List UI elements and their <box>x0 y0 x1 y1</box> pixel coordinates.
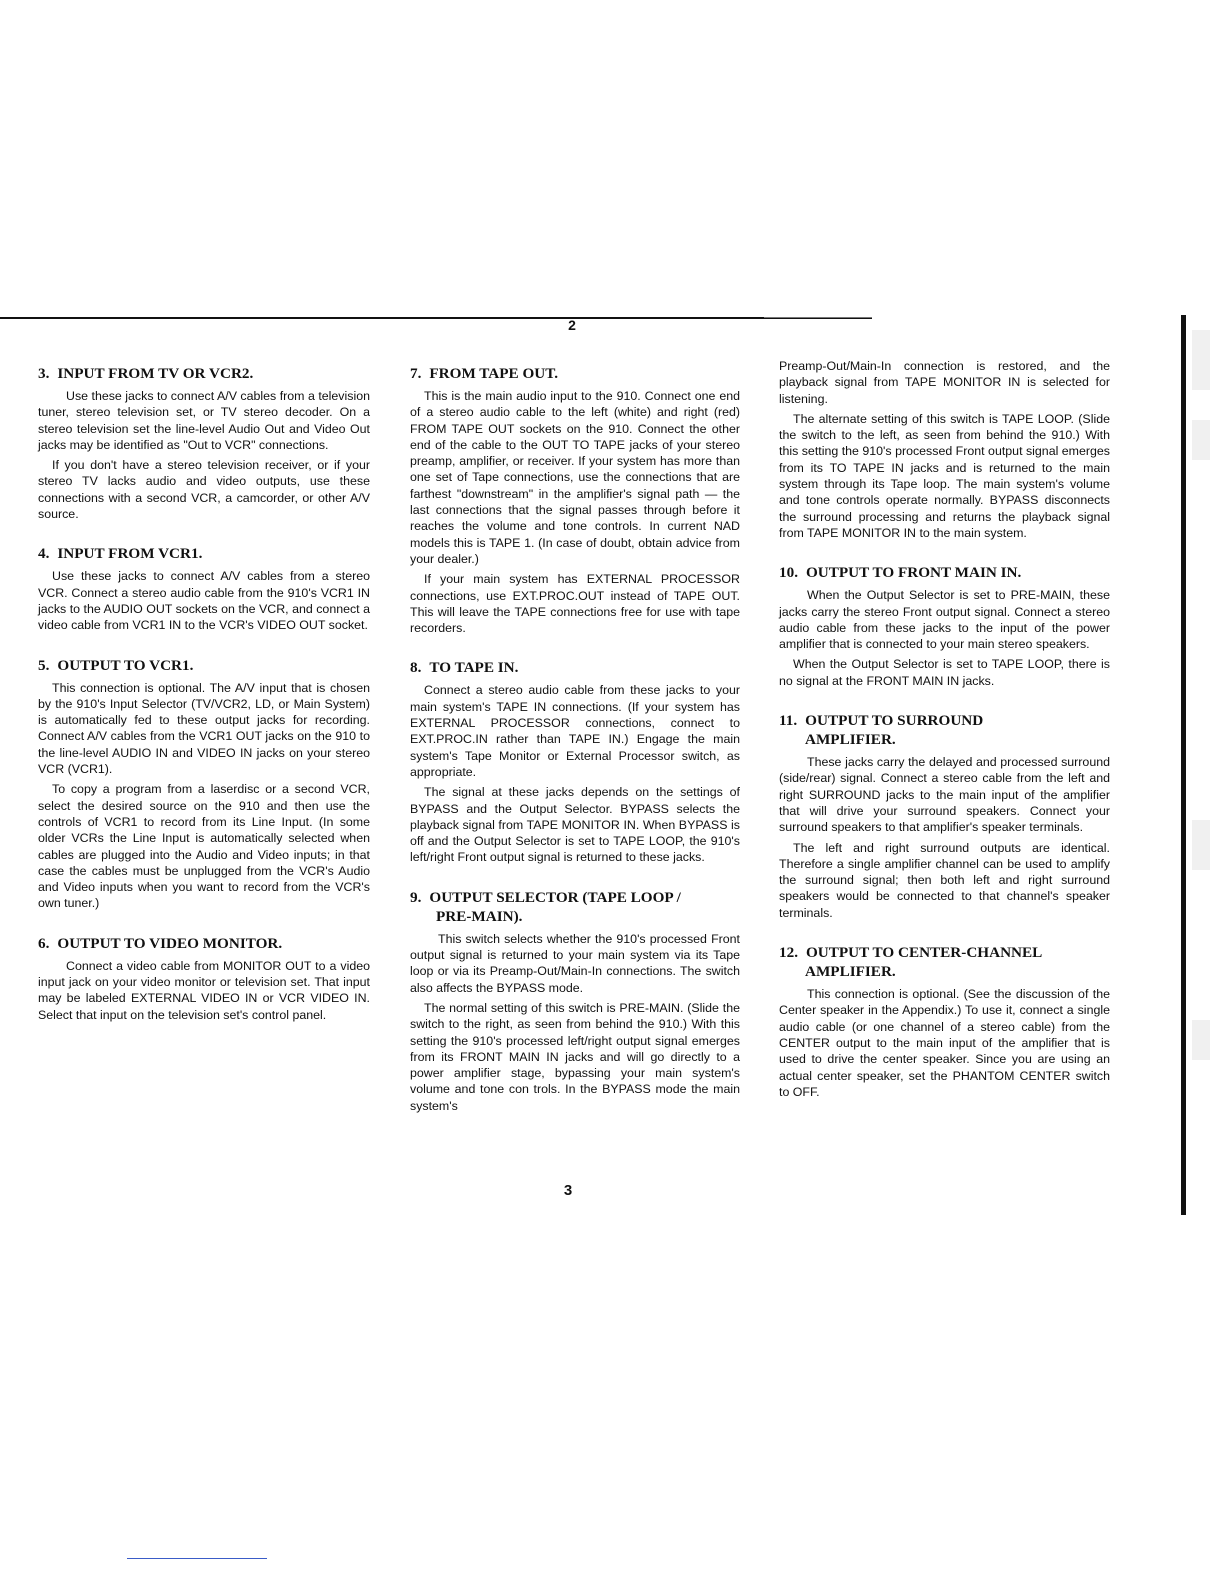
top-rule <box>0 317 872 319</box>
paragraph: The left and right surround outputs are identical. Therefore a single amplifier channel can be used to amplify the surround signal; then both left and right surround speakers would be connected to that channel's speaker terminals. <box>779 840 1110 920</box>
paragraph: This switch selects whether the 910's processed Front output signal is returned to your main system via its Tape loop or via its Preamp-Out/Main-In connections. The switch also affects the BYPASS mode. <box>410 931 740 995</box>
section-heading: 9. OUTPUT SELECTOR (TAPE LOOP / PRE-MAIN). <box>410 888 681 925</box>
paragraph: To copy a program from a laserdisc or a second VCR, select the desired source on the 910 and then use the controls of VCR1 to record from its Line Input. (In some older VCRs the Line Input is automatically selected when cables are plugged into the Audio and Video inputs; in that case the cables must be unplugged from the VCR's Audio and Video inputs when you want to record from the VCR's own tuner.) <box>38 782 370 911</box>
section-10 <box>779 563 1110 689</box>
paragraph: This connection is optional. (See the discussion of the Center speaker in the Appendix.) To use it, connect a single audio cable (or one channel of a stereo cable) from the CENTER output to the main input of the amplifier that is used to drive the center speaker. Since you are using an actual center speaker, set the PHANTOM CENTER switch to OFF. <box>779 987 1110 1099</box>
section-11 <box>779 711 1110 921</box>
section-8 <box>410 658 740 865</box>
top-rule-tail <box>764 317 872 318</box>
section-heading: 10. OUTPUT TO FRONT MAIN IN. <box>779 564 1022 582</box>
section-6 <box>38 934 370 1023</box>
paragraph: If your main system has EXTERNAL PROCESSOR connections, use EXT.PROC.OUT instead of TAPE OUT. This will leave the TAPE connections free for use with tape recorders. <box>410 572 740 636</box>
paragraph: The signal at these jacks depends on the settings of BYPASS and the Output Selector. BYPASS selects the playback signal from TAPE MONITOR IN. When BYPASS is off and the Output Selector is set to TAPE LOOP, the 910's left/right Front output signal is returned to these jacks. <box>410 785 740 865</box>
paragraph: Use these jacks to connect A/V cables from a television tuner, stereo television set, or TV stereo decoder. On a stereo television set the line-level Audio Out and Video Out jacks may be identified as "Out to VCR" connections. <box>38 389 370 452</box>
section-heading: 7. FROM TAPE OUT. <box>410 365 559 382</box>
binding-edge-bar <box>1181 315 1186 1215</box>
paragraph: If you don't have a stereo television receiver, or if your stereo TV lacks audio and video outputs, use these connections with a second VCR, a camcorder, or other A/V source. <box>38 458 370 522</box>
paragraph: The normal setting of this switch is PRE-MAIN. (Slide the switch to the right, as seen from behind the 910.) With this setting the 910's processed left/right output signal emerges from its FRONT MAIN IN jacks and will go directly to a power amplifier stage, bypassing your main system's volume and tone con trols. In the BYPASS mode the main system's <box>410 1000 740 1113</box>
section-heading: 8. TO TAPE IN. <box>410 659 519 677</box>
section-12 <box>779 943 1110 1100</box>
section-heading: 11. OUTPUT TO SURROUND AMPLIFIER. <box>779 712 984 749</box>
section-4 <box>38 544 370 633</box>
section-heading: 5. OUTPUT TO VCR1. <box>38 656 194 674</box>
section-9 <box>410 888 740 1114</box>
section-7 <box>410 364 740 636</box>
bottom-artifact-line <box>127 1558 267 1559</box>
column-right <box>779 358 1110 1122</box>
section-9-continued <box>779 358 1110 541</box>
edge-artifact <box>1192 820 1210 870</box>
edge-artifact <box>1192 1020 1210 1060</box>
paragraph: Connect a video cable from MONITOR OUT to a video input jack on your video monitor or television set. That input may be labeled EXTERNAL VIDEO IN or VCR VIDEO IN. Select that input on the television set's control panel. <box>38 958 370 1022</box>
column-middle <box>410 364 740 1136</box>
section-5 <box>38 656 370 912</box>
paragraph: When the Output Selector is set to PRE-MAIN, these jacks carry the stereo Front output signal. Connect a stereo audio cable from these jacks to the input of the power amplifier that is connected to your main stereo speakers. <box>779 588 1110 652</box>
paragraph: This is the main audio input to the 910. Connect one end of a stereo audio cable to the left (white) and right (red) FROM TAPE OUT sockets on the 910. Connect the other end of the cable to the OUT TO TAPE jacks of your stereo preamp, amplifier, or receiver. If your system has more than one set of Tape connections, use the connections that are farthest "downstream" in the amplifier's signal path — the last connections that the signal passes through before it reaches the volume and tone controls. In current NAD models this is TAPE 1. (In case of doubt, obtain advice from your dealer.) <box>410 389 740 566</box>
paragraph: Connect a stereo audio cable from these jacks to your main system's TAPE IN connections. (If your system has EXTERNAL PROCESSOR connections, connect to EXT.PROC.IN rather than TAPE IN.) Engage the main system's Tape Monitor or External Processor switch, as appropriate. <box>410 683 740 779</box>
paragraph: When the Output Selector is set to TAPE LOOP, there is no signal at the FRONT MAIN IN jacks. <box>779 657 1110 688</box>
edge-artifact <box>1192 420 1210 460</box>
paragraph: These jacks carry the delayed and processed surround (side/rear) signal. Connect a stereo cable from the left and right SURROUND jacks to the main input of the amplifier that will drive your surround speakers. Connect your surround speakers to that amplifier's speaker terminals. <box>779 755 1110 835</box>
section-heading: 3. INPUT FROM TV OR VCR2. <box>38 365 254 382</box>
paragraph: The alternate setting of this switch is TAPE LOOP. (Slide the switch to the left, as seen from behind the 910.) With this setting the 910's processed Front output signal emerges from its TO TAPE IN jacks and is returned to the main system through its Tape loop. The main system's volume and tone controls operate normally. BYPASS disconnects the surround processing and returns the playback signal from TAPE MONITOR IN to the main system. <box>779 411 1110 540</box>
edge-artifact <box>1192 330 1210 390</box>
section-heading: 4. INPUT FROM VCR1. <box>38 545 203 563</box>
page-number-top: 2 <box>568 317 576 333</box>
paragraph: Preamp-Out/Main-In connection is restored, and the playback signal from TAPE MONITOR IN is selected for listening. <box>779 359 1110 406</box>
section-3 <box>38 364 370 522</box>
section-heading: 12. OUTPUT TO CENTER-CHANNEL AMPLIFIER. <box>779 944 1043 981</box>
paragraph: This connection is optional. The A/V input that is chosen by the 910's Input Selector (TV/VCR2, LD, or Main System) is automatically fed to these output jacks for recording. Connect A/V cables from the VCR1 OUT jacks on the 910 to the line-level AUDIO IN and VIDEO IN jacks on your stereo VCR (VCR1). <box>38 680 370 777</box>
section-heading: 6. OUTPUT TO VIDEO MONITOR. <box>38 934 283 952</box>
paragraph: Use these jacks to connect A/V cables from a stereo VCR. Connect a stereo audio cable from the 910's VCR1 IN jacks to the AUDIO OUT sockets on the VCR, and connect a video cable from VCR1 IN to the VCR's VIDEO OUT socket. <box>38 569 370 633</box>
page-number-bottom: 3 <box>563 1182 573 1199</box>
column-left <box>38 364 370 1045</box>
